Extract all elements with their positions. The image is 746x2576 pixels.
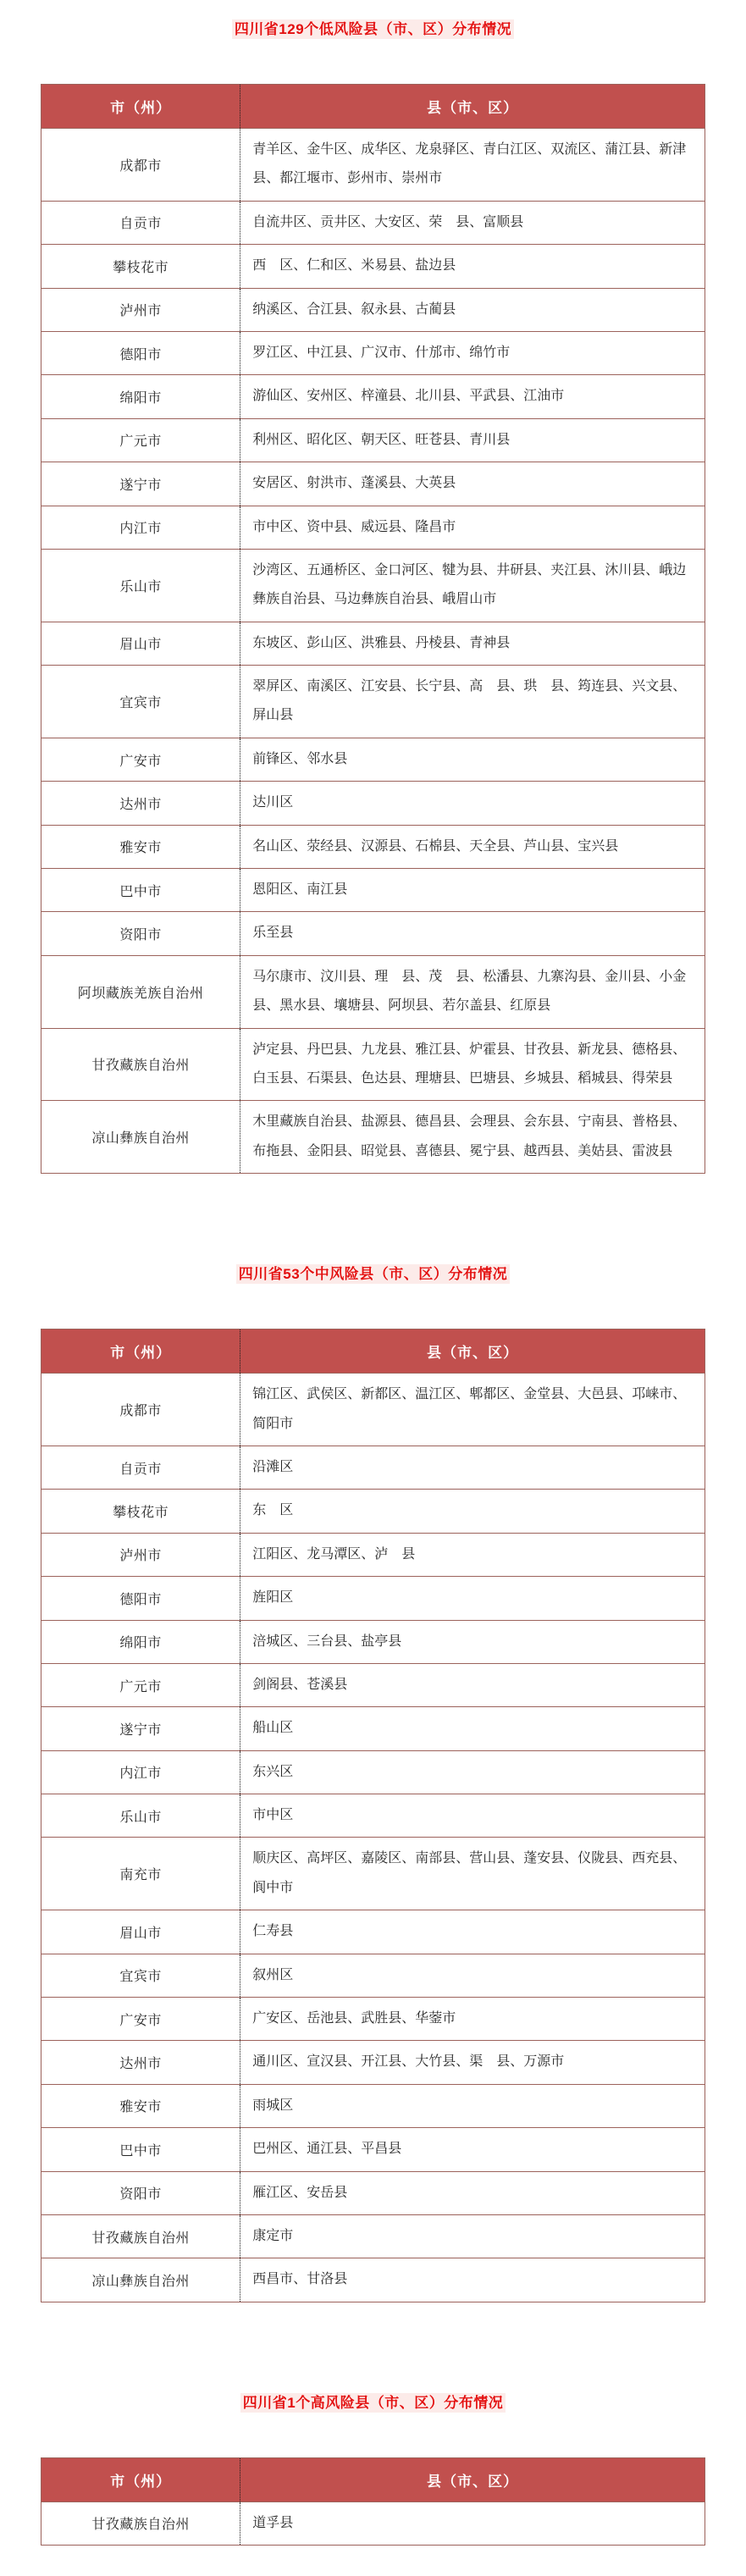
counties-cell: 顺庆区、高坪区、嘉陵区、南部县、营山县、蓬安县、仪陇县、西充县、阆中市 [240, 1838, 705, 1910]
city-cell: 凉山彝族自治州 [91, 1131, 190, 1147]
table-row [41, 738, 705, 781]
counties-cell: 广安区、岳池县、武胜县、华蓥市 [240, 1998, 705, 2041]
city-cell: 遂宁市 [119, 478, 162, 493]
city-cell: 甘孜藏族自治州 [91, 2518, 190, 2533]
counties-cell: 达川区 [240, 782, 705, 825]
counties-cell: 马尔康市、汶川县、理 县、茂 县、松潘县、九寨沟县、金川县、小金县、黑水县、壤塘县、阿坝县、若尔盖县、红原县 [240, 955, 705, 1028]
table-row [41, 1954, 705, 1997]
table-row [41, 1794, 705, 1838]
section-high-risk [41, 2391, 705, 2546]
table-row [41, 1663, 705, 1706]
city-cell: 成都市 [119, 158, 162, 174]
counties-cell: 沙湾区、五通桥区、金口河区、犍为县、井研县、夹江县、沐川县、峨边彝族自治县、马边彝族自治县、峨眉山市 [240, 549, 705, 622]
table-row [41, 1028, 705, 1101]
section-medium-risk [41, 1262, 705, 2302]
city-cell: 雅安市 [119, 2100, 162, 2115]
table-row [41, 1490, 705, 1533]
counties-cell: 叙州区 [240, 1954, 705, 1997]
table-row [41, 129, 705, 202]
table-row [41, 1533, 705, 1576]
city-cell: 达州市 [119, 797, 162, 812]
counties-cell: 道孚县 [240, 2501, 705, 2545]
table-row [41, 288, 705, 331]
section-title-high-risk [41, 2391, 705, 2412]
counties-cell: 通川区、宣汉县、开江县、大竹县、渠 县、万源市 [240, 2041, 705, 2084]
city-cell: 雅安市 [119, 841, 162, 856]
counties-cell: 锦江区、武侯区、新都区、温江区、郫都区、金堂县、大邑县、邛崃市、简阳市 [240, 1374, 705, 1446]
table-row [41, 825, 705, 868]
table-row [41, 1101, 705, 1174]
table-row [41, 1374, 705, 1446]
section-low-risk [41, 17, 705, 1174]
low-risk-table [41, 84, 705, 1174]
city-cell: 内江市 [119, 1766, 162, 1782]
counties-cell: 雨城区 [240, 2084, 705, 2127]
city-cell: 甘孜藏族自治州 [91, 1059, 190, 1074]
city-column-header: 市（州） [41, 2457, 240, 2501]
counties-cell: 自流井区、贡井区、大安区、荣 县、富顺县 [240, 201, 705, 244]
table-header-row [41, 85, 705, 129]
table-row [41, 1707, 705, 1750]
city-cell: 绵阳市 [119, 391, 162, 406]
counties-cell: 市中区、资中县、威远县、隆昌市 [240, 506, 705, 549]
medium-risk-table [41, 1329, 705, 2302]
table-header-row [41, 2457, 705, 2501]
counties-cell: 游仙区、安州区、梓潼县、北川县、平武县、江油市 [240, 375, 705, 418]
table-row [41, 201, 705, 244]
city-cell: 凉山彝族自治州 [91, 2275, 190, 2290]
counties-cell: 仁寿县 [240, 1910, 705, 1954]
city-cell: 攀枝花市 [113, 260, 169, 275]
counties-cell: 木里藏族自治县、盐源县、德昌县、会理县、会东县、宁南县、普格县、布拖县、金阳县、昭觉县、喜德县、冕宁县、越西县、美姑县、雷波县 [240, 1101, 705, 1174]
county-column-header: 县（市、区） [240, 2457, 705, 2501]
table-row [41, 2128, 705, 2171]
counties-cell: 青羊区、金牛区、成华区、龙泉驿区、青白江区、双流区、蒲江县、新津县、都江堰市、彭州市、崇州市 [240, 129, 705, 202]
table-row [41, 462, 705, 506]
section-title-medium-risk [41, 1262, 705, 1283]
counties-cell: 市中区 [240, 1794, 705, 1838]
city-cell: 宜宾市 [119, 695, 162, 710]
city-cell: 自贡市 [119, 1462, 162, 1477]
city-cell: 德阳市 [119, 1592, 162, 1607]
city-cell: 乐山市 [119, 579, 162, 594]
city-cell: 达州市 [119, 2057, 162, 2072]
table-row [41, 1446, 705, 1489]
city-cell: 成都市 [119, 1404, 162, 1419]
table-row [41, 869, 705, 912]
table-row [41, 1620, 705, 1663]
section-title-low-risk [41, 17, 705, 38]
table-row [41, 1838, 705, 1910]
table-row [41, 331, 705, 374]
table-row [41, 375, 705, 418]
table-row [41, 2171, 705, 2214]
counties-cell: 沿滩区 [240, 1446, 705, 1489]
counties-cell: 康定市 [240, 2214, 705, 2258]
table-row [41, 2214, 705, 2258]
counties-cell: 泸定县、丹巴县、九龙县、雅江县、炉霍县、甘孜县、新龙县、德格县、白玉县、石渠县、色达县、理塘县、巴塘县、乡城县、稻城县、得荣县 [240, 1028, 705, 1101]
county-column-header: 县（市、区） [240, 85, 705, 129]
counties-cell: 西 区、仁和区、米易县、盐边县 [240, 245, 705, 288]
county-column-header: 县（市、区） [240, 1329, 705, 1374]
counties-cell: 名山区、荥经县、汉源县、石棉县、天全县、芦山县、宝兴县 [240, 825, 705, 868]
table-row [41, 2258, 705, 2302]
table-row [41, 2501, 705, 2545]
table-row [41, 1910, 705, 1954]
city-cell: 巴中市 [119, 2143, 162, 2159]
counties-cell: 东兴区 [240, 1750, 705, 1794]
section-title-text: 四川省129个低风险县（市、区）分布情况 [232, 19, 514, 39]
city-cell: 甘孜藏族自治州 [91, 2231, 190, 2246]
table-row [41, 245, 705, 288]
counties-cell: 东坡区、彭山区、洪雅县、丹棱县、青神县 [240, 622, 705, 665]
city-cell: 宜宾市 [119, 1970, 162, 1985]
city-cell: 绵阳市 [119, 1636, 162, 1651]
table-row [41, 1750, 705, 1794]
city-cell: 泸州市 [119, 304, 162, 319]
counties-cell: 船山区 [240, 1707, 705, 1750]
counties-cell: 东 区 [240, 1490, 705, 1533]
counties-cell: 乐至县 [240, 912, 705, 955]
table-row [41, 622, 705, 665]
high-risk-table [41, 2457, 705, 2546]
table-row [41, 782, 705, 825]
city-cell: 广元市 [119, 434, 162, 450]
city-cell: 泸州市 [119, 1549, 162, 1564]
city-cell: 遂宁市 [119, 1722, 162, 1738]
table-row [41, 2041, 705, 2084]
table-row [41, 1998, 705, 2041]
city-cell: 德阳市 [119, 347, 162, 362]
table-header-row [41, 1329, 705, 1374]
counties-cell: 罗江区、中江县、广汉市、什邡市、绵竹市 [240, 331, 705, 374]
city-column-header: 市（州） [41, 85, 240, 129]
counties-cell: 前锋区、邻水县 [240, 738, 705, 781]
table-row [41, 1577, 705, 1620]
city-cell: 内江市 [119, 522, 162, 537]
counties-cell: 翠屏区、南溪区、江安县、长宁县、高 县、珙 县、筠连县、兴文县、屏山县 [240, 666, 705, 738]
table-row [41, 418, 705, 462]
counties-cell: 纳溪区、合江县、叙永县、古蔺县 [240, 288, 705, 331]
counties-cell: 剑阁县、苍溪县 [240, 1663, 705, 1706]
city-cell: 广元市 [119, 1679, 162, 1694]
city-cell: 巴中市 [119, 884, 162, 899]
counties-cell: 雁江区、安岳县 [240, 2171, 705, 2214]
section-title-text: 四川省53个中风险县（市、区）分布情况 [236, 1264, 510, 1284]
table-row [41, 2084, 705, 2127]
counties-cell: 安居区、射洪市、蓬溪县、大英县 [240, 462, 705, 506]
city-cell: 乐山市 [119, 1810, 162, 1825]
counties-cell: 西昌市、甘洛县 [240, 2258, 705, 2302]
city-cell: 阿坝藏族羌族自治州 [77, 986, 204, 1001]
city-cell: 南充市 [119, 1868, 162, 1883]
city-cell: 攀枝花市 [113, 1506, 169, 1521]
counties-cell: 恩阳区、南江县 [240, 869, 705, 912]
city-cell: 广安市 [119, 754, 162, 769]
table-row [41, 549, 705, 622]
counties-cell: 涪城区、三台县、盐亭县 [240, 1620, 705, 1663]
city-cell: 资阳市 [119, 2187, 162, 2203]
table-row [41, 912, 705, 955]
section-title-text: 四川省1个高风险县（市、区）分布情况 [240, 2393, 506, 2413]
city-cell: 眉山市 [119, 638, 162, 653]
city-cell: 资阳市 [119, 928, 162, 943]
counties-cell: 巴州区、通江县、平昌县 [240, 2128, 705, 2171]
city-column-header: 市（州） [41, 1329, 240, 1374]
table-row [41, 666, 705, 738]
table-row [41, 506, 705, 549]
city-cell: 自贡市 [119, 217, 162, 232]
counties-cell: 江阳区、龙马潭区、泸 县 [240, 1533, 705, 1576]
table-row [41, 955, 705, 1028]
counties-cell: 旌阳区 [240, 1577, 705, 1620]
city-cell: 眉山市 [119, 1926, 162, 1941]
counties-cell: 利州区、昭化区、朝天区、旺苍县、青川县 [240, 418, 705, 462]
city-cell: 广安市 [119, 2013, 162, 2028]
